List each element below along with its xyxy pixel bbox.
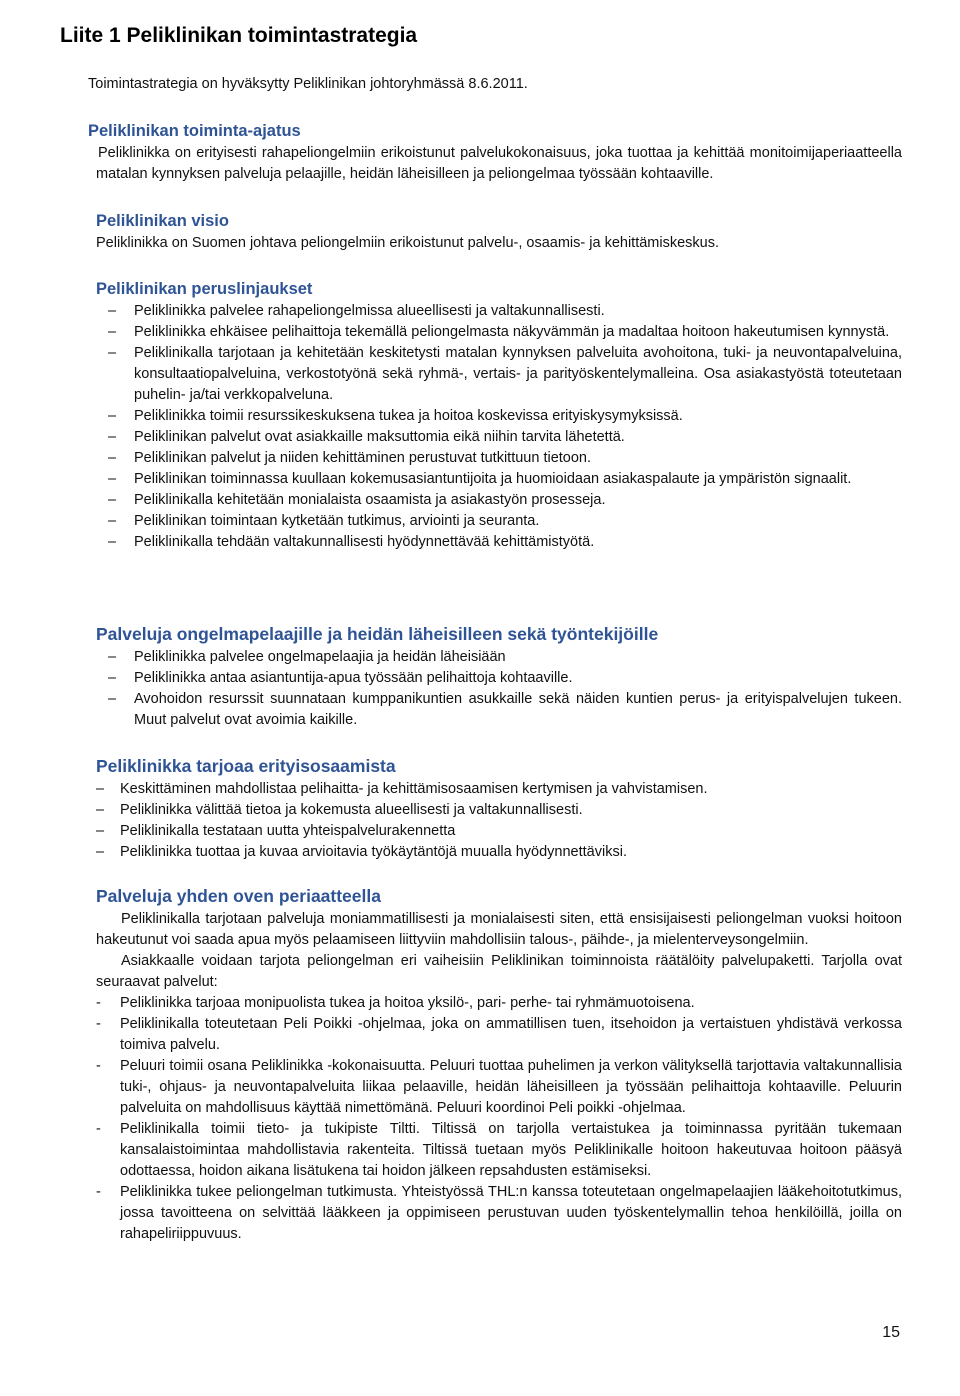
list-item: ‒ Peliklinikka palvelee ongelmapelaajia ja heidän läheisiään bbox=[108, 649, 506, 665]
list-item: ‒ Peliklinikka välittää tietoa ja kokemusta alueellisesti ja valtakunnallisesti. bbox=[96, 802, 583, 818]
section-paragraph: Peliklinikalla tarjotaan palveluja moniammatillisesti ja monialaisesti siten, että ensisijaisesti peliongelman vuoksi hoitoon hakeutunut voi saada apua myös pelaamiseen liittyviin mahdollisiin talous-, päihde-, ja mielenterveysongelmiin. bbox=[96, 911, 902, 948]
list-item: - Peliklinikalla toimii tieto- ja tukipiste Tiltti. Tiltissä on tarjolla vertaistukea ja toiminnassa pyritään tukemaan kansalaistoimintaa mahdollistavia rakenteita. Tiltissä tuetaan myös Peliklinikalle hoitoon hakeutuvaa hoitoon pääsyä odottaessa, hoidon aikana lisätukena tai hoidon jälkeen repsahdusten estämiseksi. bbox=[96, 1121, 902, 1179]
section-yhden-oven bbox=[96, 884, 902, 1245]
section-peruslinjaukset bbox=[96, 278, 902, 553]
section-toiminta-ajatus bbox=[88, 120, 902, 185]
section-text: Peliklinikka on Suomen johtava peliongelmiin erikoistunut palvelu-, osaamis- ja kehittämiskeskus. bbox=[96, 235, 719, 251]
list-item: ‒ Peliklinikan toiminnassa kuullaan kokemusasiantuntijoita ja huomioidaan asiakaspalaute ja ympäristön signaalit. bbox=[108, 471, 852, 487]
list-item: ‒ Peliklinikan toimintaan kytketään tutkimus, arviointi ja seuranta. bbox=[108, 513, 540, 529]
list-item: ‒ Peliklinikalla testataan uutta yhteispalvelurakennetta bbox=[96, 823, 456, 839]
peruslinjaukset-list bbox=[96, 301, 902, 553]
section-erityisosaamista bbox=[96, 754, 902, 863]
list-item: ‒ Peliklinikka tuottaa ja kuvaa arvioitavia työkäytäntöjä muualla hyödynnettäviksi. bbox=[96, 844, 627, 860]
palveluja-list bbox=[96, 647, 902, 731]
list-item: - Peluuri toimii osana Peliklinikka -kokonaisuutta. Peluuri tuottaa puhelimen ja verkon välityksellä tarjottavia valtakunnallisia tuki-, ohjaus- ja neuvontapalveluita liikaa pelaaville, heidän läheisilleen ja työssään pelihaittoja kohtaaville. Peluurin palveluita on mahdollisuus käyttää nimettömänä. Peluuri koordinoi Peli poikki -ohjelmaa. bbox=[96, 1058, 902, 1116]
section-text: Peliklinikka on erityisesti rahapeliongelmiin erikoistunut palvelukokonaisuus, joka tuottaa ja kehittää monitoimijaperiaatteella matalan kynnyksen palveluja pelaajille, heidän läheisilleen ja peliongelmaa työssään kohtaaville. bbox=[96, 145, 902, 182]
section-heading: Palveluja yhden oven periaatteella bbox=[96, 886, 381, 906]
list-item: ‒ Peliklinikka palvelee rahapeliongelmissa alueellisesti ja valtakunnallisesti. bbox=[108, 303, 605, 319]
erityisosaamista-list bbox=[96, 779, 902, 863]
section-heading: Peliklinikan visio bbox=[96, 212, 229, 230]
list-item: - Peliklinikalla toteutetaan Peli Poikki -ohjelmaa, joka on ammatillisen tuen, itsehoidon ja vertaistuen yhdistävä verkossa toimiva palvelu. bbox=[96, 1016, 902, 1053]
section-heading: Peliklinikka tarjoaa erityisosaamista bbox=[96, 756, 396, 776]
page-number: 15 bbox=[882, 1324, 900, 1341]
page-title: Liite 1 Peliklinikan toimintastrategia bbox=[60, 24, 418, 47]
list-item: - Peliklinikka tukee peliongelman tutkimusta. Yhteistyössä THL:n kanssa toteutetaan ongelmapelaajien lääkehoitotutkimus, jossa tavoitteena on selvittää lääkkeen ja oppimiseen perustuvan uuden työskentelymallin tehoa henkilöillä, joilla on rahapeliriippuvuus. bbox=[96, 1184, 902, 1242]
section-visio bbox=[96, 210, 902, 254]
list-item: - Peliklinikka tarjoaa monipuolista tukea ja hoitoa yksilö-, pari- perhe- tai ryhmämuotoisena. bbox=[96, 995, 695, 1011]
list-item: ‒ Peliklinikka toimii resurssikeskuksena tukea ja hoitoa koskevissa erityiskysymyksissä. bbox=[108, 408, 683, 424]
list-item: ‒ Keskittäminen mahdollistaa pelihaitta- ja kehittämisosaamisen kertymisen ja vahvistamisen. bbox=[96, 781, 708, 797]
list-item: ‒ Peliklinikan palvelut ovat asiakkaille maksuttomia eikä niihin tarvita lähetettä. bbox=[108, 429, 625, 445]
section-palveluja-ongelmapelaajille bbox=[96, 622, 902, 731]
section-heading: Peliklinikan toiminta-ajatus bbox=[88, 122, 301, 140]
list-item: ‒ Peliklinikka ehkäisee pelihaittoja tekemällä peliongelmasta näkyvämmän ja madaltaa hoitoon hakeutumisen kynnystä. bbox=[108, 324, 890, 340]
list-item: ‒ Peliklinikka antaa asiantuntija-apua työssään pelihaittoja kohtaaville. bbox=[108, 670, 573, 686]
section-heading: Palveluja ongelmapelaajille ja heidän läheisilleen sekä työntekijöille bbox=[96, 624, 659, 644]
list-item: ‒ Peliklinikalla kehitetään monialaista osaamista ja asiakastyön prosesseja. bbox=[108, 492, 606, 508]
approval-note: Toimintastrategia on hyväksytty Peliklinikan johtoryhmässä 8.6.2011. bbox=[88, 76, 528, 92]
list-item: ‒ Peliklinikalla tehdään valtakunnallisesti hyödynnettävää kehittämistyötä. bbox=[108, 534, 595, 550]
section-paragraph: Asiakkaalle voidaan tarjota peliongelman eri vaiheisiin Peliklinikan toiminnoista räätälöity palvelupaketti. Tarjolla ovat seuraavat palvelut: bbox=[96, 953, 902, 990]
yhden-oven-list bbox=[96, 993, 902, 1245]
list-item: ‒ Avohoidon resurssit suunnataan kumppanikuntien asukkaille sekä näiden kuntien perus- ja erityispalvelujen tukeen. Muut palvelut ovat avoimia kaikille. bbox=[108, 691, 902, 728]
section-heading: Peliklinikan peruslinjaukset bbox=[96, 280, 313, 298]
list-item: ‒ Peliklinikan palvelut ja niiden kehittäminen perustuvat tutkittuun tietoon. bbox=[108, 450, 592, 466]
list-item: ‒ Peliklinikalla tarjotaan ja kehitetään keskitetysti matalan kynnyksen palveluita avohoitona, tuki- ja neuvontapalveluina, konsultaatiopalveluina, verkostotyönä sekä ryhmä-, vertais- ja parityöskentelymalleina. Osa asiakastyöstä toteutetaan puhelin- ja/tai verkkopalveluna. bbox=[108, 345, 902, 403]
